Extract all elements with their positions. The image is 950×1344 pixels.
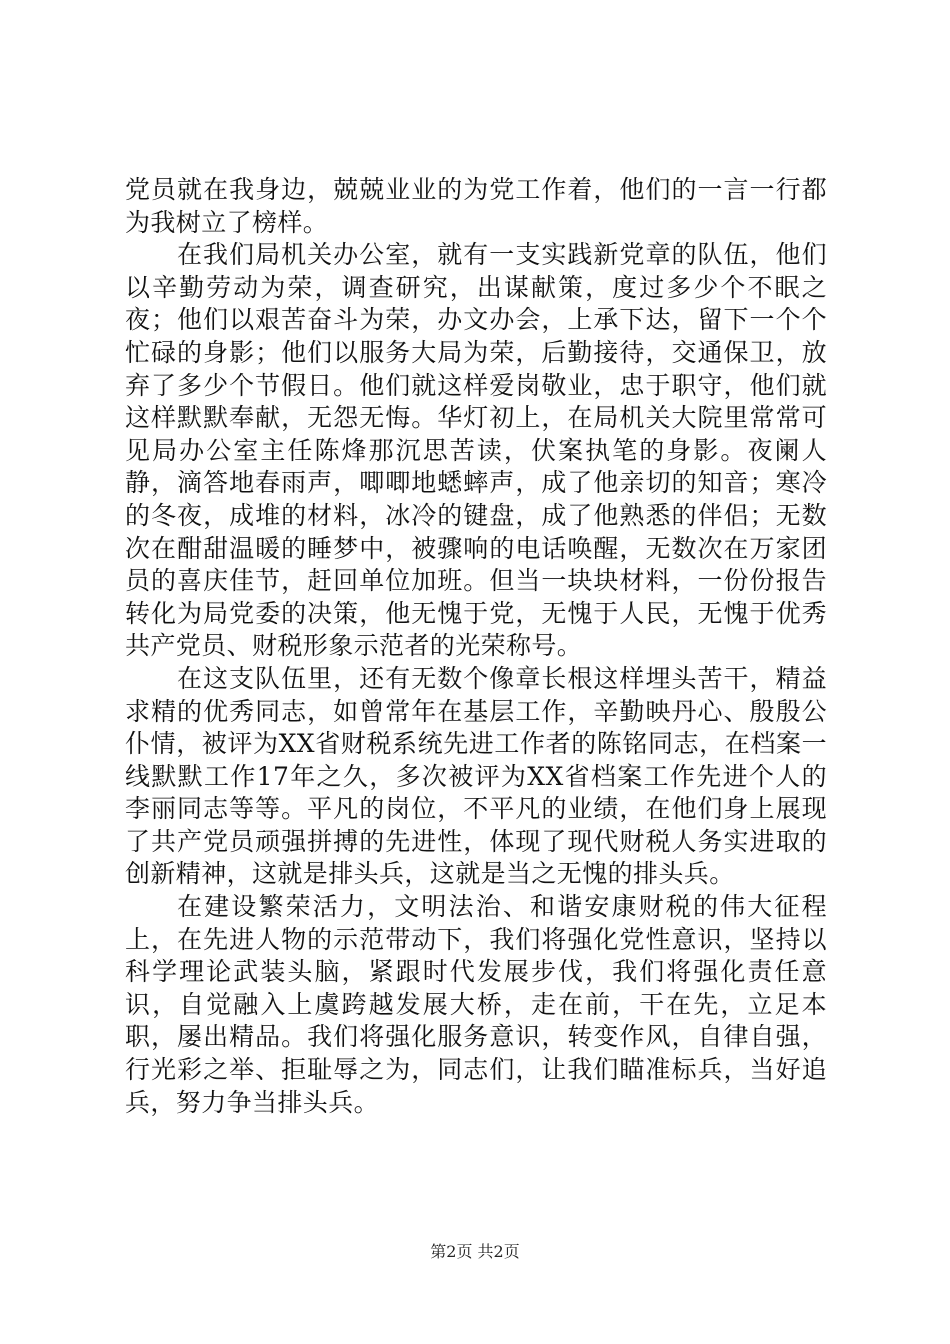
document-body xyxy=(125,174,827,1119)
paragraph-continuation: 党员就在我身边，兢兢业业的为党工作着，他们的一言一行都为我树立了榜样。 xyxy=(125,175,827,237)
paragraph-office-team: 在我们局机关办公室，就有一支实践新党章的队伍，他们以辛勤劳动为荣，调查研究，出谋献策，度过多少个不眠之夜；他们以艰苦奋斗为荣，办文办会，上承下达，留下一个个忙碌的身影；他们以服务大局为荣，后勤接待，交通保卫，放弃了多少个节假日。他们就这样爱岗敬业，忠于职守，他们就这样默默奉献，无怨无悔。华灯初上，在局机关大院里常常可见局办公室主任陈烽那沉思苦读，伏案执笔的身影。夜阑人静，滴答地春雨声，唧唧地蟋蟀声，成了他亲切的知音；寒冷的冬夜，成堆的材料，冰冷的键盘，成了他熟悉的伴侣；无数次在酣甜温暖的睡梦中，被骤响的电话唤醒，无数次在万家团员的喜庆佳节，赶回单位加班。但当一块块材料，一份份报告转化为局党委的决策，他无愧于党，无愧于人民，无愧于优秀共产党员、财税形象示范者的光荣称号。 xyxy=(125,240,827,661)
page-footer: 第2页 共2页 xyxy=(430,1242,520,1261)
paragraph-exemplary-colleagues: 在这支队伍里，还有无数个像章长根这样埋头苦干，精益求精的优秀同志，如曾常年在基层工作，辛勤映丹心、殷殷公仆情，被评为XX省财税系统先进工作者的陈铭同志，在档案一线默默工作17年之久，多次被评为XX省档案工作先进个人的李丽同志等等。平凡的岗位，不平凡的业绩，在他们身上展现了共产党员顽强拼搏的先进性，体现了现代财税人务实进取的创新精神，这就是排头兵，这就是当之无愧的排头兵。 xyxy=(125,663,827,889)
paragraph-conclusion: 在建设繁荣活力，文明法治、和谐安康财税的伟大征程上，在先进人物的示范带动下，我们将强化党性意识，坚持以科学理论武装头脑，紧跟时代发展步伐，我们将强化责任意识，自觉融入上虞跨越发展大桥，走在前，干在先，立足本职，屡出精品。我们将强化服务意识，转变作风，自律自强，行光彩之举、拒耻辱之为，同志们，让我们瞄准标兵，当好追兵，努力争当排头兵。 xyxy=(125,892,827,1117)
